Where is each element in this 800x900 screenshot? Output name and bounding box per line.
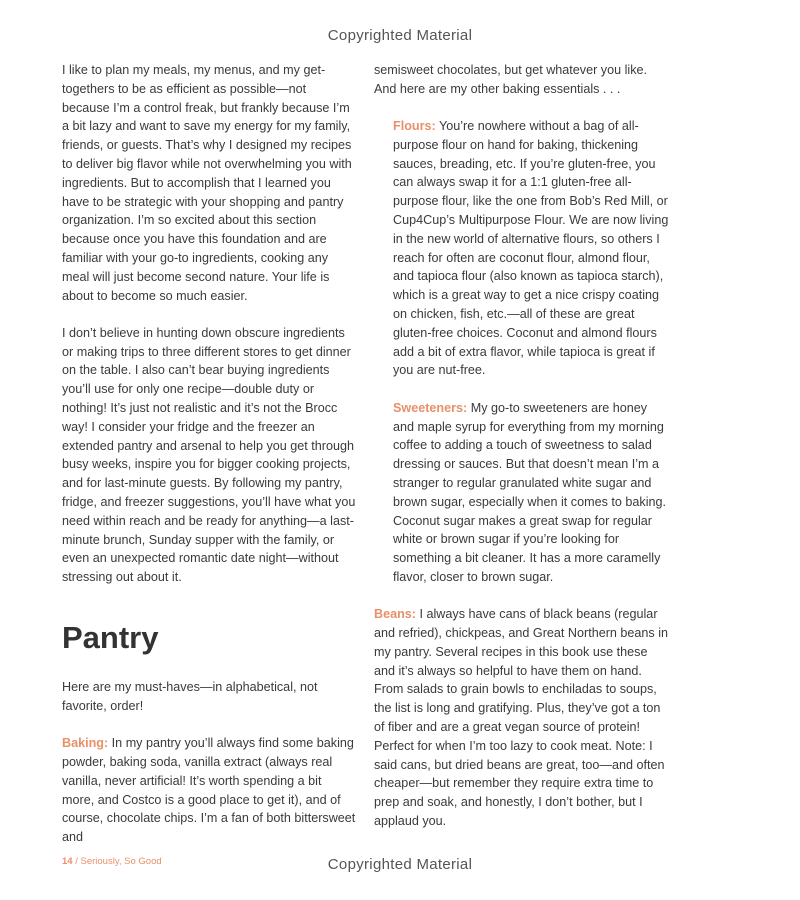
sweeteners-text: My go-to sweeteners are honey and maple syrup for everything from my morning coffee to adding a touch of sweetness to salad dressing or sauces. But that doesn’t mean I’m a stranger to regular granulated white sugar and brown sugar, especially when it comes to baking. Coconut sugar makes a great swap for regular white or brown sugar if you’re looking for something a bit cleaner. It has a more caramelly flavor, closer to brown sugar. (393, 400, 667, 584)
flours-label: Flours: (393, 119, 436, 134)
book-title: Seriously, So Good (80, 856, 162, 867)
baking-entry (62, 734, 356, 847)
intro-paragraph-2: I don’t believe in hunting down obscure ingredients or making trips to three different stores to get dinner on the table. I also can’t bear buying ingredients you’ll use for only one recipe—double duty or nothing! It’s just not realistic and it’s not the Brocc way! I consider your fridge and the freezer an extended pantry and arsenal to help you get through busy weeks, inspire you for bigger cooking projects, and for last-minute guests. By following my pantry, fridge, and freezer suggestions, you’ll have what you need within reach and be ready for anything—a last-minute brunch, Sunday supper with the family, or even an unexpected romantic date night—without stressing out about it. (62, 325, 356, 585)
beans-label: Beans: (374, 607, 416, 622)
left-column (62, 61, 356, 847)
folio-separator: / (75, 856, 78, 867)
sweeteners-label: Sweeteners: (393, 400, 468, 415)
right-column (374, 61, 670, 831)
flours-entry (374, 117, 670, 380)
beans-text: I always have cans of black beans (regular and refried), chickpeas, and Great Northern beans in my pantry. Several recipes in this book use these and it’s always so helpful to have them on hand. From salads to grain bowls to enchiladas to soups, the list is long and gratifying. Plus, they’ve got a ton of fiber and are a great vegan source of protein! Perfect for when I’m too lazy to cook meat. Note: I said cans, but dried beans are great, too—and often cheaper—but remember they require extra time to prep and soak, and honestly, I don’t bother, but I applaud you. (374, 607, 669, 828)
pantry-intro: Here are my must-haves—in alphabetical, not favorite, order! (62, 680, 318, 713)
baking-label: Baking: (62, 736, 109, 751)
baking-text: In my pantry you’ll always find some baking powder, baking soda, vanilla extract (always real vanilla, never artificial! It’s worth spending a bit more, and Costco is a good place to get it), and of course, chocolate chips. I’m a fan of both bittersweet and (62, 736, 356, 845)
watermark-top: Copyrighted Material (327, 27, 473, 44)
flours-text: You’re nowhere without a bag of all-purpose flour on hand for baking, thickening sauces, breading, etc. If you’re gluten-free, you can always swap it for a 1:1 gluten-free all-purpose flour, like the one from Bob’s Red Mill, or Cup4Cup’s Multipurpose Flour. We are now living in the new world of alternative flours, so others I reach for often are coconut flour, almond flour, and tapioca flour (also known as tapioca starch), which is a great way to get a nice crispy coating on chicken, fish, etc.—all of these are great gluten-free choices. Coconut and almond flours add a bit of extra flavor, while tapioca is great if you are nut-free. (393, 119, 669, 378)
baking-continued: semisweet chocolates, but get whatever you like. And here are my other baking essentials . . . (374, 63, 648, 96)
page-number: 14 (62, 856, 73, 867)
intro-paragraph-1: I like to plan my meals, my menus, and my get-togethers to be as efficient as possible—not because I’m a control freak, but frankly because I’m a bit lazy and want to save my energy for my family, friends, or guests. That’s why I designed my recipes to deliver big flavor while not overwhelming you with ingredients. But to accomplish that I learned you have to be strategic with your shopping and pantry organization. I’m so excited about this section because once you have this foundation and are familiar with your go-to ingredients, cooking any meal will just become second nature. Your life is about to become so much easier. (62, 63, 352, 303)
sweeteners-entry (374, 399, 670, 587)
section-heading-pantry: Pantry (62, 620, 159, 656)
beans-entry (374, 605, 670, 831)
watermark-bottom: Copyrighted Material (327, 856, 473, 873)
